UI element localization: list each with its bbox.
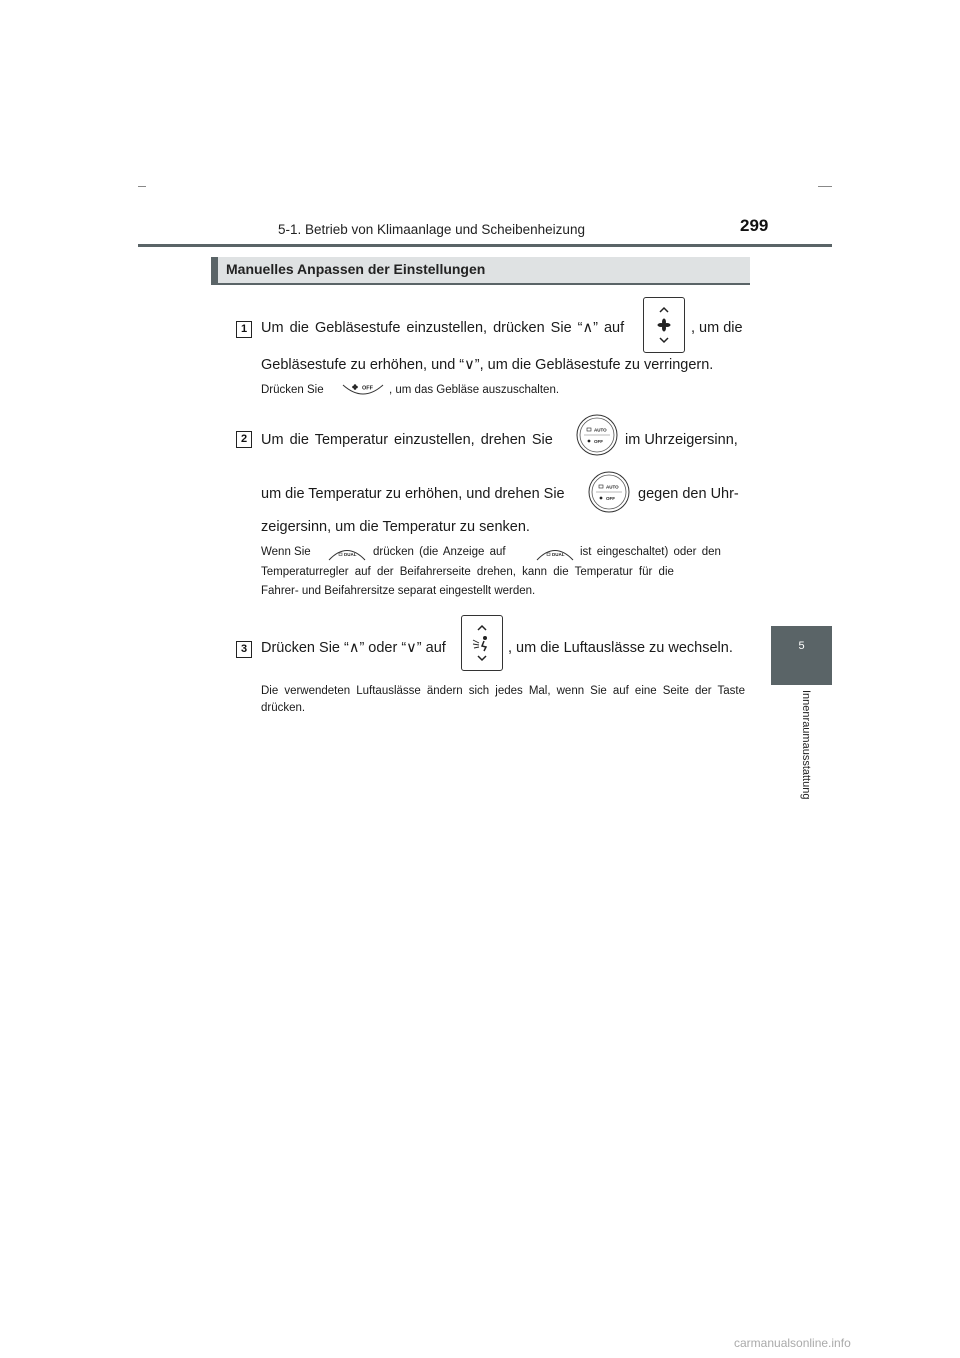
footer-watermark: carmanualsonline.info: [734, 1336, 851, 1350]
crop-mark-right: [818, 186, 832, 187]
fan-off-button-icon: [341, 381, 385, 408]
page-number: 299: [740, 216, 769, 235]
chapter-tab: [771, 626, 832, 685]
fan-off-label: OFF: [362, 385, 373, 392]
step3-note: Die verwendeten Luftauslässe ändern sich jedes Mal, wenn Sie auf eine Seite der Taste drücken.: [261, 685, 745, 714]
air-outlet-button-icon: [461, 615, 503, 671]
step2-note-l3: Fahrer- und Beifahrersitze separat eingestellt werden.: [261, 585, 536, 597]
step1-line2: Gebläsestufe zu erhöhen, und “∨”, um die Gebläsestufe zu verringern.: [261, 357, 714, 373]
step2-line3: zeigersinn, um die Temperatur zu senken.: [261, 519, 530, 535]
step2-note-l1b: drücken (die Anzeige auf: [373, 546, 506, 558]
dial-off-label: OFF: [594, 439, 603, 444]
chapter-label: Innenraumausstattung: [800, 690, 812, 800]
step2-line2a: um die Temperatur zu erhöhen, und drehen Sie: [261, 486, 565, 502]
step2-line1a: Um die Temperatur einzustellen, drehen Sie: [261, 432, 553, 448]
dial-auto-label: AUTO: [594, 427, 607, 433]
running-header: 5-1. Betrieb von Klimaanlage und Scheibenheizung: [278, 222, 585, 237]
dual-label: DUAL: [344, 552, 357, 557]
step2-note-l1a: Wenn Sie: [261, 546, 311, 558]
step-number-2: 2: [236, 431, 252, 448]
step2-note-l1c: ist eingeschaltet) oder den: [580, 546, 721, 558]
step-number-3: 3: [236, 641, 252, 658]
step2-line1b: im Uhrzeigersinn,: [625, 432, 738, 448]
fan-speed-button-icon: [643, 297, 685, 353]
heading-bar: [211, 257, 218, 285]
chapter-number: 5: [798, 640, 805, 652]
step3-line1a: Drücken Sie “∧” oder “∨” auf: [261, 640, 446, 656]
step-number-1: 1: [236, 321, 252, 338]
heading-text: Manuelles Anpassen der Einstellungen: [226, 261, 486, 277]
temperature-dial-icon-2: [588, 471, 630, 518]
header-rule: [138, 244, 832, 247]
crop-mark-left: [138, 186, 146, 187]
dual-button-icon: [327, 543, 367, 568]
temperature-dial-icon: [576, 414, 618, 461]
step3-line1b: , um die Luftauslässe zu wechseln.: [508, 640, 733, 656]
step1-note-a: Drücken Sie: [261, 384, 324, 396]
step2-line2b: gegen den Uhr-: [638, 486, 739, 502]
step1-line1b: , um die: [691, 320, 743, 336]
step1-line1a: Um die Gebläsestufe einzustellen, drücken Sie “∧” auf: [261, 320, 625, 336]
dual-indicator-icon: [535, 543, 575, 568]
step1-note-b: , um das Gebläse auszuschalten.: [389, 384, 560, 396]
dual-label-2: DUAL: [552, 552, 565, 557]
section-heading: [211, 257, 750, 285]
step2-note-l2: Temperaturregler auf der Beifahrerseite drehen, kann die Temperatur für die: [261, 566, 674, 578]
dial-off-label-2: OFF: [606, 496, 615, 501]
dial-auto-label-2: AUTO: [606, 484, 619, 490]
